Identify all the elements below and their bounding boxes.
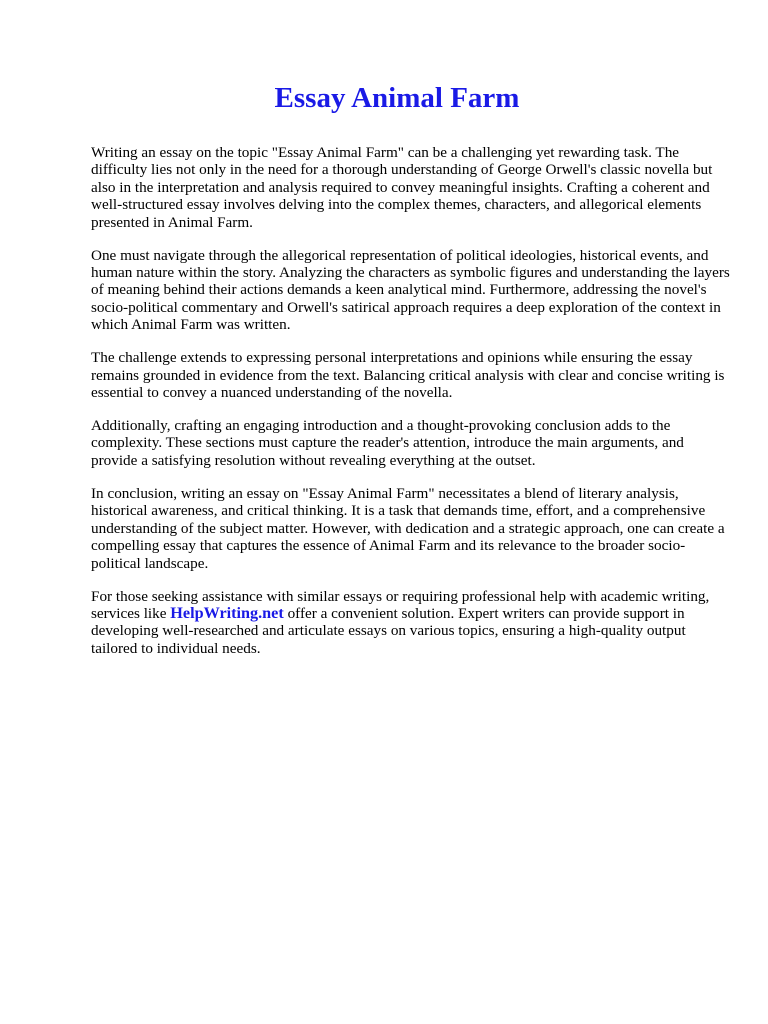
helpwriting-link[interactable]: HelpWriting.net — [170, 603, 284, 622]
paragraph-assistance — [91, 588, 731, 658]
assistance-text-after-link: offer a convenient solution. Expert writers can provide support in developing well-researched and articulate essays on various topics, ensuring a high-quality output tailored to individual needs. — [91, 604, 686, 657]
paragraph-intro: Writing an essay on the topic "Essay Animal Farm" can be a challenging yet rewarding task. The difficulty lies not only in the need for a thorough understanding of George Orwell's classic novella but also in the interpretation and analysis required to convey meaningful insights. Crafting a coherent and well-structured essay involves delving into the complex themes, characters, and allegorical elements presented in Animal Farm. — [91, 144, 713, 231]
paragraph-conclusion: In conclusion, writing an essay on "Essay Animal Farm" necessitates a blend of literary analysis, historical awareness, and critical thinking. It is a task that demands time, effort, and a comprehensive understanding of the subject matter. However, with dedication and a strategic approach, one can create a compelling essay that captures the essence of Animal Farm and its relevance to the broader socio-political landscape. — [91, 484, 725, 572]
paragraph-challenge: The challenge extends to expressing personal interpretations and opinions while ensuring the essay remains grounded in evidence from the text. Balancing critical analysis with clear and concise writing is essential to convey a nuanced understanding of the novella. — [91, 349, 725, 402]
paragraph-introduction-conclusion: Additionally, crafting an engaging introduction and a thought-provoking conclusion adds to the complexity. These sections must capture the reader's attention, introduce the main arguments, and provide a satisfying resolution without revealing everything at the outset. — [91, 417, 684, 469]
document-title: Essay Animal Farm — [274, 82, 520, 114]
document-page — [91, 0, 731, 657]
paragraph-allegory: One must navigate through the allegorical representation of political ideologies, historical events, and human nature within the story. Analyzing the characters as symbolic figures and understanding the layers of meaning behind their actions demands a keen analytical mind. Furthermore, addressing the novel's socio-political commentary and Orwell's satirical approach requires a deep exploration of the context in which Animal Farm was written. — [91, 246, 730, 334]
assistance-text-before-link: For those seeking assistance with similar essays or requiring professional help with academic writing, services like — [91, 587, 710, 622]
